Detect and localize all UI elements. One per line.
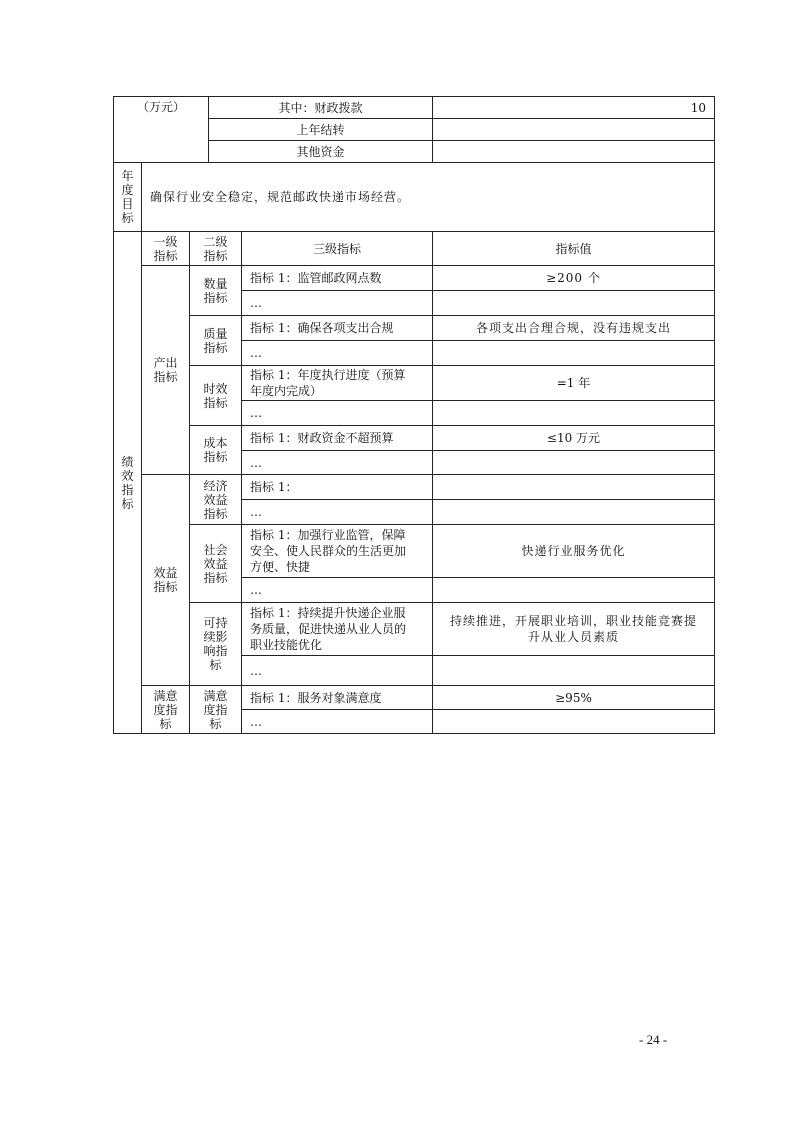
- indicator-row-12: …: [241, 577, 433, 603]
- annual-goal-label: 年 度 目 标: [113, 162, 142, 232]
- indicator-row-5: 指标 1：年度执行进度（预算 年度内完成）: [241, 365, 433, 401]
- indicator-value-3: 各项支出合理合规，没有违规支出: [432, 315, 715, 341]
- indicator-value-14: [432, 655, 715, 686]
- indicator-value-7: ≤10 万元: [432, 425, 715, 451]
- header-level1: 一级 指标: [141, 231, 190, 266]
- level2-economic: 经济 效益 指标: [189, 474, 242, 525]
- level1-satisfaction: 满意 度指 标: [141, 685, 190, 734]
- indicator-value-11: 快递行业服务优化: [432, 524, 715, 578]
- header-value: 指标值: [432, 231, 715, 266]
- indicator-row-16: …: [241, 709, 433, 734]
- funding-value-fiscal: 10: [432, 96, 715, 119]
- indicator-value-16: [432, 709, 715, 734]
- indicator-value-4: [432, 340, 715, 366]
- level2-quantity: 数量 指标: [189, 265, 242, 316]
- indicator-value-15: ≥95%: [432, 685, 715, 710]
- funding-value-other: [432, 140, 715, 163]
- indicator-value-2: [432, 290, 715, 316]
- indicator-value-10: [432, 499, 715, 525]
- level2-sustainable: 可持 续影 响指 标: [189, 602, 242, 686]
- indicator-value-12: [432, 577, 715, 603]
- level2-social: 社会 效益 指标: [189, 524, 242, 603]
- indicator-row-7: 指标 1：财政资金不超预算: [241, 425, 433, 451]
- level2-quality: 质量 指标: [189, 315, 242, 366]
- funding-unit-label: （万元）: [113, 96, 209, 163]
- funding-label-carryover: 上年结转: [208, 118, 433, 141]
- indicator-row-15: 指标 1：服务对象满意度: [241, 685, 433, 710]
- level1-output: 产出 指标: [141, 265, 190, 475]
- indicator-value-5: =1 年: [432, 365, 715, 401]
- indicator-row-6: …: [241, 400, 433, 426]
- annual-goal-text: 确保行业安全稳定，规范邮政快递市场经营。: [141, 162, 715, 232]
- funding-value-carryover: [432, 118, 715, 141]
- indicator-value-1: ≥200 个: [432, 265, 715, 291]
- performance-label: 绩 效 指 标: [113, 231, 142, 734]
- indicator-row-3: 指标 1：确保各项支出合规: [241, 315, 433, 341]
- indicator-row-13: 指标 1：持续提升快递企业服 务质量，促进快递从业人员的 职业技能优化: [241, 602, 433, 656]
- funding-label-fiscal: 其中：财政拨款: [208, 96, 433, 119]
- indicator-row-14: …: [241, 655, 433, 686]
- level2-timeliness: 时效 指标: [189, 365, 242, 426]
- indicator-row-8: …: [241, 450, 433, 475]
- level1-benefit: 效益 指标: [141, 474, 190, 686]
- indicator-row-9: 指标 1：: [241, 474, 433, 500]
- indicator-value-8: [432, 450, 715, 475]
- indicator-row-1: 指标 1：监管邮政网点数: [241, 265, 433, 291]
- page-number: - 24 -: [639, 1032, 668, 1047]
- funding-label-other: 其他资金: [208, 140, 433, 163]
- indicator-row-4: …: [241, 340, 433, 366]
- indicator-row-11: 指标 1：加强行业监管，保障 安全、使人民群众的生活更加 方便、快捷: [241, 524, 433, 578]
- indicator-value-6: [432, 400, 715, 426]
- header-level2: 二级 指标: [189, 231, 242, 266]
- level2-cost: 成本 指标: [189, 425, 242, 475]
- indicator-value-13: 持续推进，开展职业培训，职业技能竞赛提 升从业人员素质: [432, 602, 715, 656]
- indicator-row-10: …: [241, 499, 433, 525]
- indicator-value-9: [432, 474, 715, 500]
- indicator-row-2: …: [241, 290, 433, 316]
- header-level3: 三级指标: [241, 231, 433, 266]
- level2-satisfaction: 满意 度指 标: [189, 685, 242, 734]
